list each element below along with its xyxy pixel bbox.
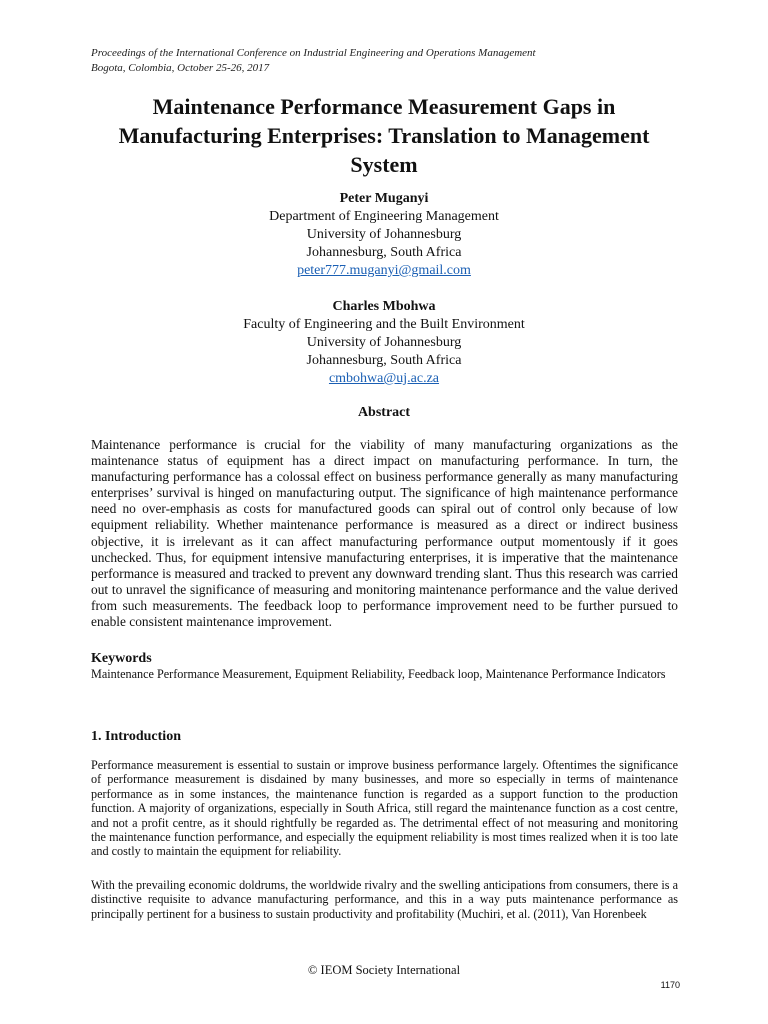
- author-block: [90, 298, 678, 388]
- abstract-heading: Abstract: [357, 405, 411, 420]
- author-department: Department of Engineering Management: [269, 209, 499, 224]
- author-location: Johannesburg, South Africa: [306, 245, 462, 260]
- author-university: University of Johannesburg: [306, 335, 462, 350]
- author-email-link[interactable]: cmbohwa@uj.ac.za: [328, 371, 440, 386]
- author-location: Johannesburg, South Africa: [306, 353, 462, 368]
- copyright-footer: © IEOM Society International: [307, 963, 461, 977]
- proceedings-header: [91, 46, 691, 76]
- author-university: University of Johannesburg: [306, 227, 462, 242]
- paper-title: Maintenance Performance Measurement Gaps in Manufacturing Enterprises: Translation to Management System: [118, 94, 650, 177]
- proceedings-title: Proceedings of the International Conference on Industrial Engineering and Operations Management: [91, 47, 536, 59]
- keywords-heading: Keywords: [91, 651, 152, 666]
- page-number: 1170: [660, 980, 680, 990]
- author-name: Peter Muganyi: [339, 191, 429, 206]
- body-paragraph: Performance measurement is essential to sustain or improve business performance largely. Oftentimes the significance of performance measurement is disdained by many businesses, and more so especially in terms of maintenance performance as in some instances, the maintenance function is regarded as a support function to the production function. A majority of organizations, especially in South Africa, still regard the maintenance function as a cost centre, and not a profit centre, as it should rightfully be regarded as. The detrimental effect of not measuring and monitoring the maintenance function performance, and especially the equipment reliability is most times realized when it is too late and costly to maintain the equipment for reliability.: [91, 758, 678, 859]
- section-heading-introduction: 1. Introduction: [91, 729, 181, 744]
- body-paragraph: With the prevailing economic doldrums, the worldwide rivalry and the swelling anticipations from consumers, there is a distinctive requisite to advance manufacturing performance, and this in a way puts maintenance performance as principally pertinent for a business to sustain productivity and profitability (Muchiri, et al. (2011), Van Horenbeek: [91, 878, 678, 921]
- abstract-text: Maintenance performance is crucial for the viability of many manufacturing organizations as the maintenance status of equipment has a direct impact on manufacturing performance. In turn, the manufacturing performance has a colossal effect on business performance generally as many manufacturing enterprises’ survival is hinged on manufacturing output. The significance of high maintenance performance need no over-emphasis as costs for manufactured goods can spiral out of control only because of low equipment reliability. Whether maintenance performance is measured as a direct or indirect business objective, it is irrelevant as it can affect manufacturing performance output momentously if it goes unchecked. Thus, for equipment intensive manufacturing enterprises, it is imperative that the maintenance performance is measured and tracked to prevent any downward trending slant. Thus this research was carried out to unravel the significance of measuring and monitoring maintenance performance and the value derived from such measurements. The feedback loop to performance improvement need to be further pursued to enable consistent maintenance improvement.: [91, 437, 678, 630]
- author-block: [90, 190, 678, 280]
- proceedings-location-date: Bogota, Colombia, October 25-26, 2017: [91, 62, 270, 74]
- author-email-link[interactable]: peter777.muganyi@gmail.com: [297, 263, 471, 278]
- author-name: Charles Mbohwa: [332, 299, 436, 314]
- keywords-text: Maintenance Performance Measurement, Equipment Reliability, Feedback loop, Maintenance Performance Indicators: [91, 667, 666, 681]
- author-department: Faculty of Engineering and the Built Environment: [243, 317, 525, 332]
